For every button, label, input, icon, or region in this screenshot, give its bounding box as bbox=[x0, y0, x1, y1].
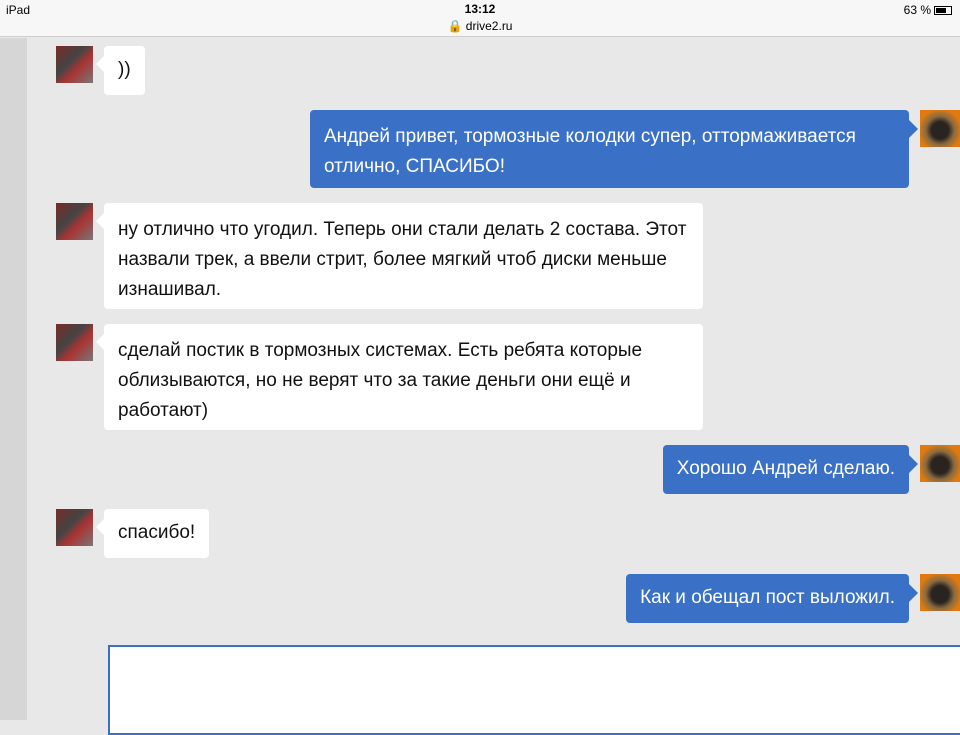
avatar[interactable] bbox=[56, 509, 93, 546]
avatar[interactable] bbox=[920, 110, 960, 147]
url-bar[interactable]: 🔒 drive2.ru bbox=[447, 19, 513, 33]
message-text: Как и обещал пост выложил. bbox=[640, 587, 895, 608]
avatar[interactable] bbox=[56, 203, 93, 240]
message-text: спасибо! bbox=[118, 522, 196, 543]
sidebar-strip bbox=[0, 38, 27, 720]
message-bubble bbox=[104, 203, 703, 309]
avatar[interactable] bbox=[920, 574, 960, 611]
message-bubble bbox=[104, 324, 703, 430]
message-input[interactable] bbox=[108, 645, 960, 735]
battery-indicator bbox=[904, 3, 952, 17]
device-label: iPad bbox=[6, 3, 31, 17]
avatar[interactable] bbox=[920, 445, 960, 482]
message-bubble bbox=[663, 445, 909, 494]
status-bar bbox=[0, 0, 960, 37]
url-text: drive2.ru bbox=[465, 19, 513, 33]
message-bubble bbox=[626, 574, 909, 623]
message-text: Хорошо Андрей сделаю. bbox=[676, 458, 895, 479]
message-text: Андрей привет, тормозные колодки супер, оттормаживается отлично, СПАСИБО! bbox=[324, 126, 856, 177]
message-text: ну отлично что угодил. Теперь они стали делать 2 состава. Этот назвали трек, а ввели стрит, более мягкий чтоб диски меньше изнашивал. bbox=[118, 219, 687, 300]
message-bubble bbox=[104, 509, 209, 558]
battery-percent: 63 % bbox=[903, 3, 931, 17]
clock: 13:12 bbox=[464, 2, 496, 16]
avatar[interactable] bbox=[56, 324, 93, 361]
battery-icon bbox=[934, 6, 952, 15]
message-text: сделай постик в тормозных системах. Есть ребята которые облизываются, но не верят что за такие деньги они ещё и работают) bbox=[118, 340, 643, 421]
avatar[interactable] bbox=[56, 46, 93, 83]
message-text: )) bbox=[118, 59, 131, 80]
message-bubble bbox=[310, 110, 909, 188]
message-bubble bbox=[104, 46, 145, 95]
